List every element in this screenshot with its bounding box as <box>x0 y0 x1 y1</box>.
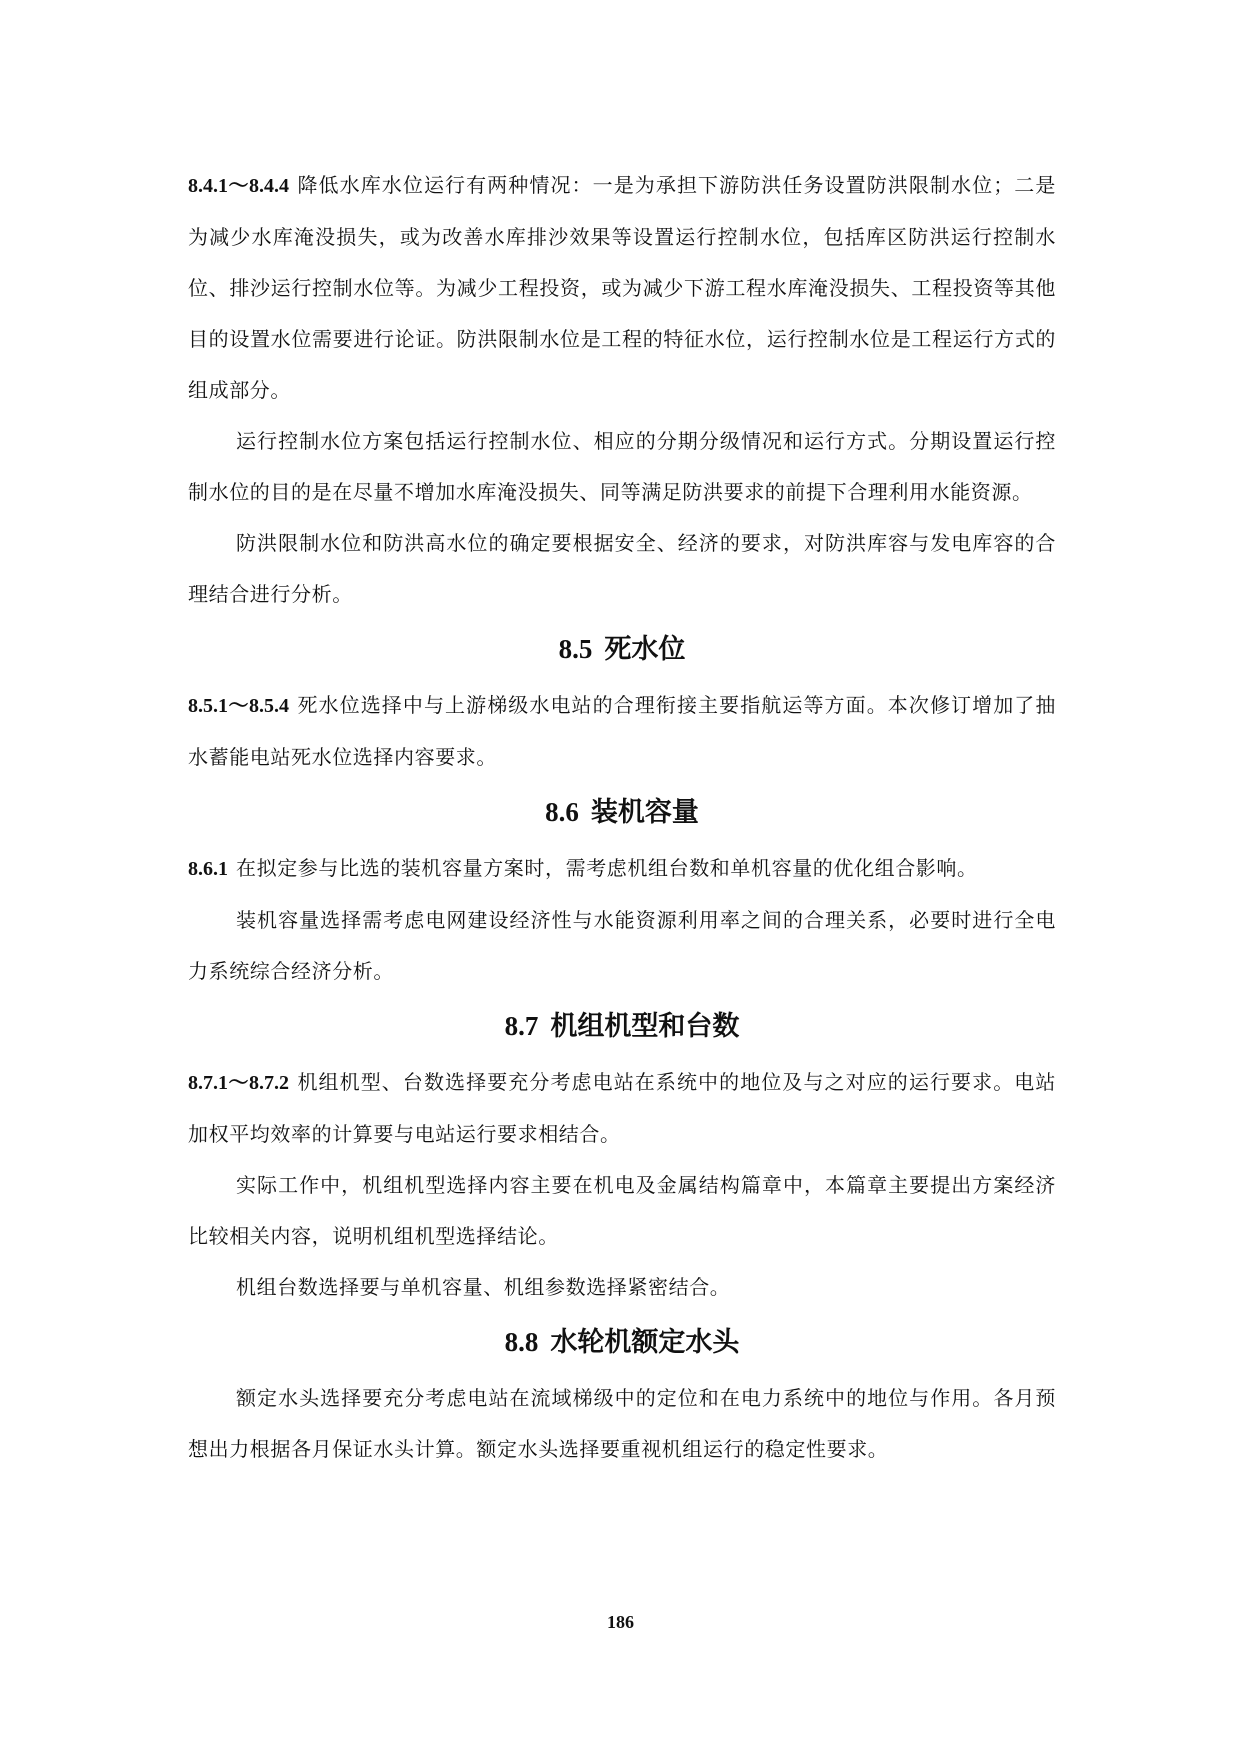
clause-text: 死水位选择中与上游梯级水电站的合理衔接主要指航运等方面。本次修订增加了抽水蓄能电站死水位选择内容要求。 <box>188 693 1056 769</box>
paragraph: 装机容量选择需考虑电网建设经济性与水能资源利用率之间的合理关系，必要时进行全电力系统综合经济分析。 <box>188 908 1056 983</box>
clause-number: 8.4.1～8.4.4 <box>188 175 289 197</box>
section-heading-8-6 <box>188 783 1056 843</box>
section-number: 8.5 <box>558 634 593 664</box>
clause-8-4-1 <box>188 160 1056 416</box>
clause-number: 8.6.1 <box>188 858 228 880</box>
clause-number: 8.7.1～8.7.2 <box>188 1072 289 1094</box>
clause-text: 机组机型、台数选择要充分考虑电站在系统中的地位及与之对应的运行要求。电站加权平均效率的计算要与电站运行要求相结合。 <box>188 1070 1056 1146</box>
section-heading-8-7 <box>188 997 1056 1057</box>
section-title: 机组机型和台数 <box>550 1011 740 1042</box>
section-number: 8.8 <box>504 1327 539 1357</box>
section-number: 8.6 <box>545 797 579 827</box>
section-title: 装机容量 <box>590 797 699 828</box>
clause-text: 在拟定参与比选的装机容量方案时，需考虑机组台数和单机容量的优化组合影响。 <box>236 856 978 880</box>
paragraph: 实际工作中，机组机型选择内容主要在机电及金属结构篇章中，本篇章主要提出方案经济比较相关内容，说明机组机型选择结论。 <box>188 1173 1056 1248</box>
clause-number: 8.5.1～8.5.4 <box>188 695 289 717</box>
section-heading-8-5 <box>188 620 1056 680</box>
paragraph: 运行控制水位方案包括运行控制水位、相应的分期分级情况和运行方式。分期设置运行控制水位的目的是在尽量不增加水库淹没损失、同等满足防洪要求的前提下合理利用水能资源。 <box>188 429 1056 504</box>
section-title: 死水位 <box>604 634 686 665</box>
paragraph: 机组台数选择要与单机容量、机组参数选择紧密结合。 <box>236 1275 731 1299</box>
paragraph: 防洪限制水位和防洪高水位的确定要根据安全、经济的要求，对防洪库容与发电库容的合理结合进行分析。 <box>188 531 1056 606</box>
document-body <box>188 160 1056 1475</box>
clause-text: 降低水库水位运行有两种情况：一是为承担下游防洪任务设置防洪限制水位；二是为减少水库淹没损失，或为改善水库排沙效果等设置运行控制水位，包括库区防洪运行控制水位、排沙运行控制水位等。为减少工程投资，或为减少下游工程水库淹没损失、工程投资等其他目的设置水位需要进行论证。防洪限制水位是工程的特征水位，运行控制水位是工程运行方式的组成部分。 <box>188 173 1056 402</box>
clause-8-6-1 <box>188 843 1056 895</box>
section-heading-8-8 <box>188 1313 1056 1373</box>
clause-8-7-1 <box>188 1057 1056 1160</box>
page-number: 186 <box>607 1612 634 1632</box>
section-number: 8.7 <box>504 1011 539 1041</box>
section-title: 水轮机额定水头 <box>550 1327 740 1358</box>
paragraph: 额定水头选择要充分考虑电站在流域梯级中的定位和在电力系统中的地位与作用。各月预想出力根据各月保证水头计算。额定水头选择要重视机组运行的稳定性要求。 <box>188 1386 1056 1461</box>
clause-8-5-1 <box>188 680 1056 783</box>
